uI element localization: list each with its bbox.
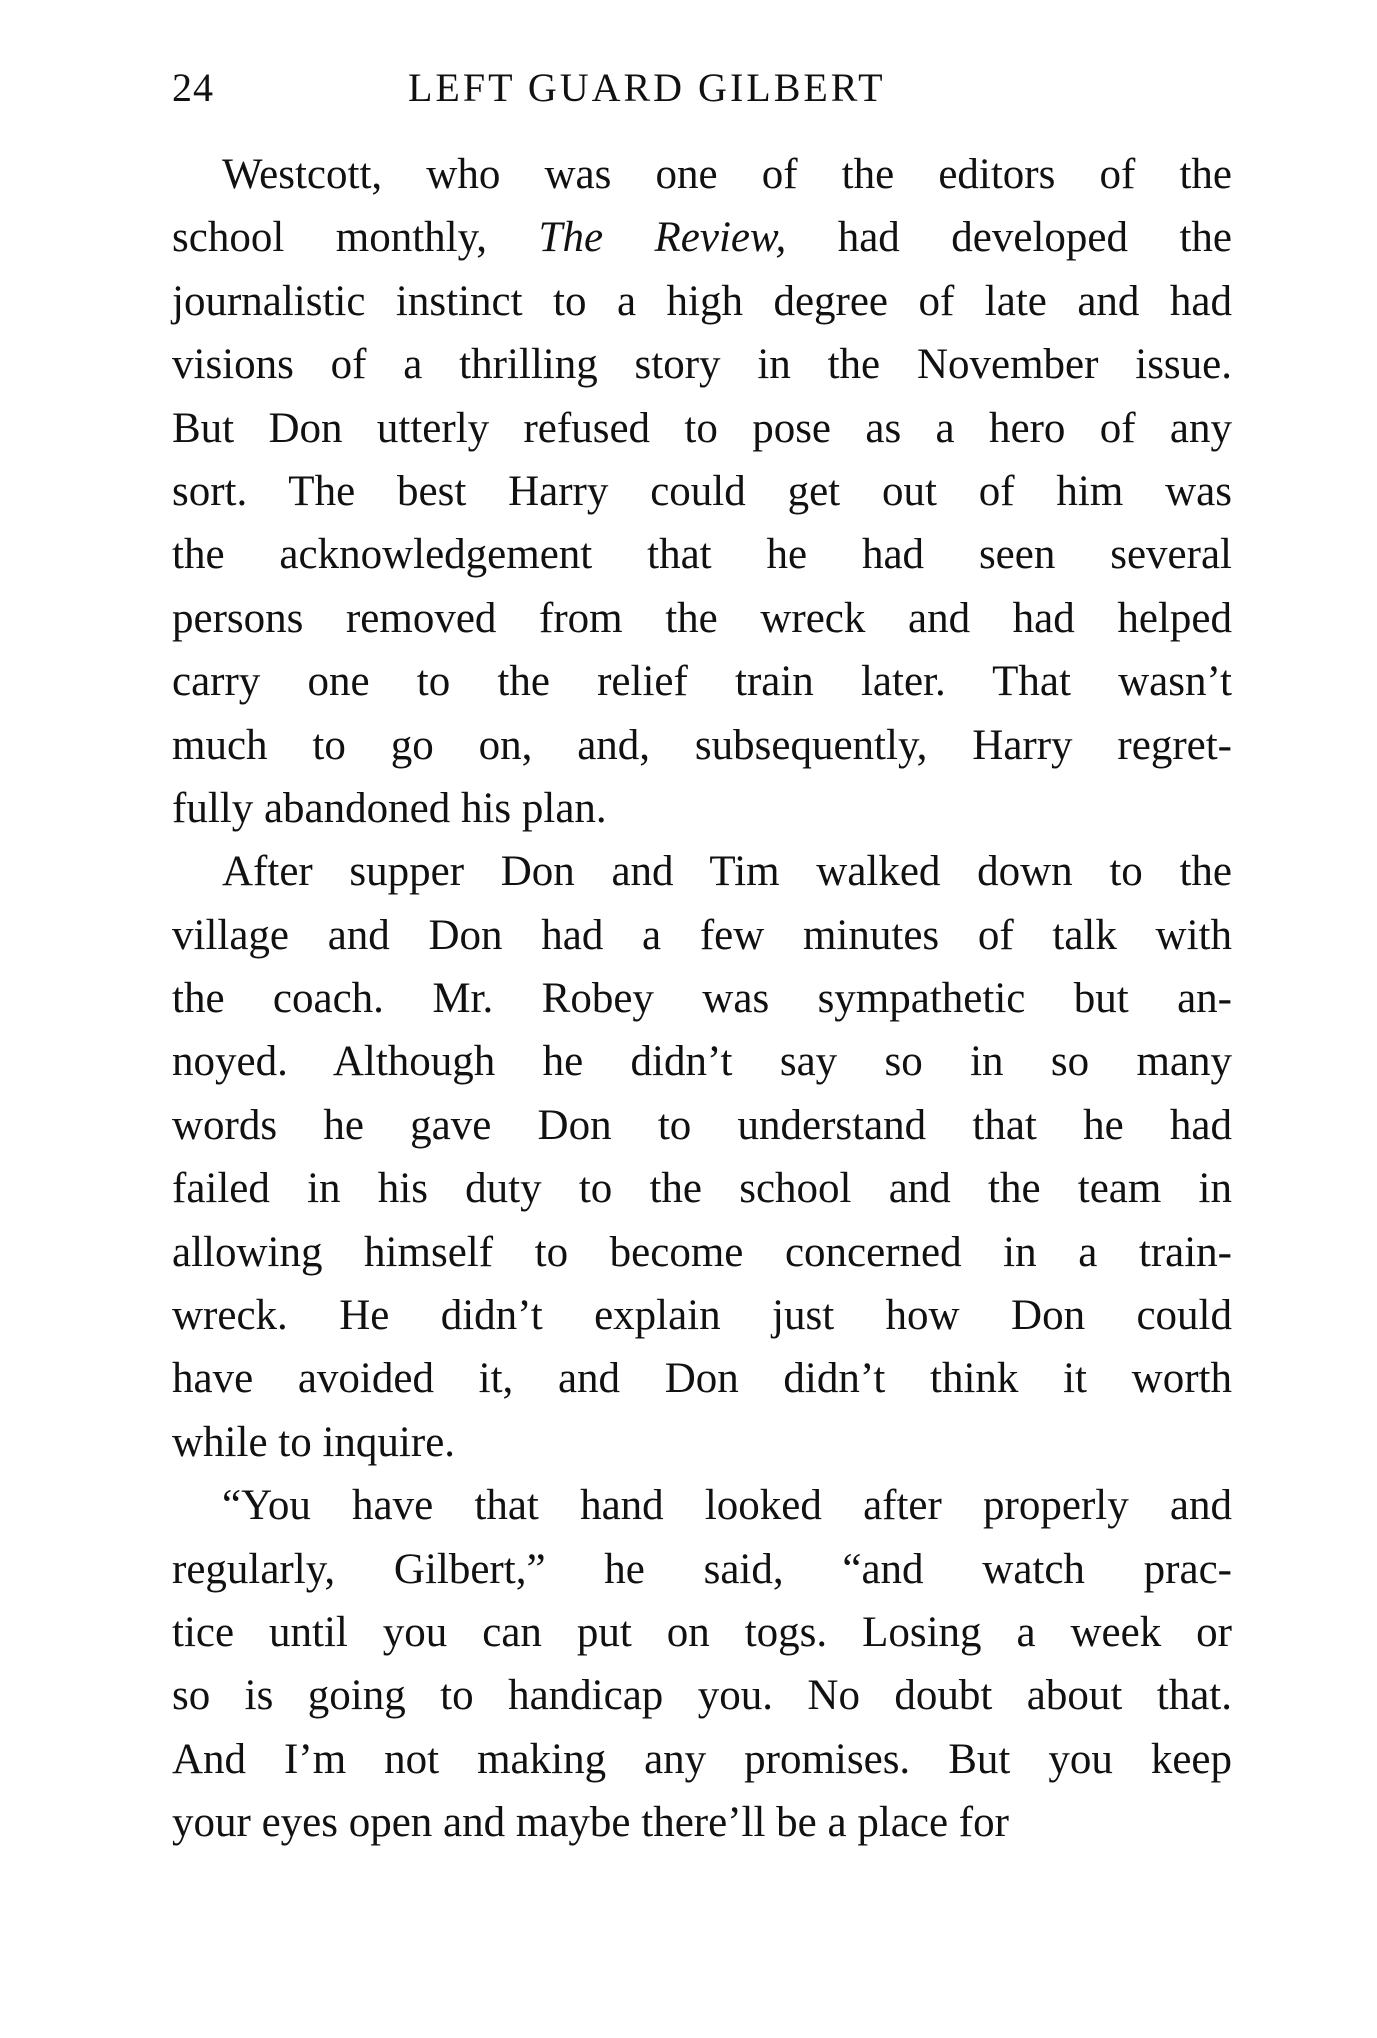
text-line: But Don utterly refused to pose as a hero of any bbox=[172, 404, 1232, 452]
text-line: failed in his duty to the school and the team in bbox=[172, 1165, 1232, 1213]
text-line: have avoided it, and Don didn’t think it worth bbox=[172, 1355, 1232, 1403]
text-line: carry one to the relief train later. That wasn’t bbox=[172, 658, 1232, 706]
text-line: After supper Don and Tim walked down to the bbox=[222, 848, 1232, 896]
text-line: school monthly, The Review, had developed the bbox=[172, 214, 1232, 262]
paragraph bbox=[172, 1474, 1232, 1854]
text-line: journalistic instinct to a high degree of late and had bbox=[172, 277, 1232, 325]
text-line: sort. The best Harry could get out of him was bbox=[172, 467, 1232, 515]
text-line: your eyes open and maybe there’ll be a place for bbox=[172, 1799, 1009, 1847]
text-line: much to go on, and, subsequently, Harry regret- bbox=[172, 721, 1232, 769]
italic-title: The Review, bbox=[538, 214, 787, 262]
text-line: visions of a thrilling story in the November issue. bbox=[172, 341, 1232, 389]
paragraph bbox=[172, 143, 1232, 840]
text-line: village and Don had a few minutes of talk with bbox=[172, 911, 1232, 959]
text-line: wreck. He didn’t explain just how Don could bbox=[172, 1292, 1232, 1340]
text-line: words he gave Don to understand that he had bbox=[172, 1101, 1232, 1149]
text-line: allowing himself to become concerned in a train- bbox=[172, 1228, 1232, 1276]
text-line: so is going to handicap you. No doubt about that. bbox=[172, 1672, 1232, 1720]
text-line: while to inquire. bbox=[172, 1418, 456, 1466]
text-line: tice until you can put on togs. Losing a week or bbox=[172, 1608, 1232, 1656]
paragraph bbox=[172, 840, 1232, 1474]
text-line: persons removed from the wreck and had helped bbox=[172, 594, 1232, 642]
text-line: noyed. Although he didn’t say so in so many bbox=[172, 1038, 1232, 1086]
text-line: Westcott, who was one of the editors of the bbox=[222, 151, 1232, 198]
text-line: “You have that hand looked after properly and bbox=[222, 1482, 1232, 1530]
running-head bbox=[172, 58, 1232, 118]
text-line: the coach. Mr. Robey was sympathetic but an- bbox=[172, 975, 1232, 1023]
page-number: 24 bbox=[172, 65, 214, 110]
text-line: the acknowledgement that he had seen several bbox=[172, 531, 1232, 579]
text-line: And I’m not making any promises. But you keep bbox=[172, 1735, 1232, 1783]
book-title: LEFT GUARD GILBERT bbox=[408, 65, 886, 110]
text-line: fully abandoned his plan. bbox=[172, 784, 607, 832]
body-text bbox=[172, 143, 1232, 1855]
text-line: regularly, Gilbert,” he said, “and watch prac- bbox=[172, 1545, 1232, 1593]
